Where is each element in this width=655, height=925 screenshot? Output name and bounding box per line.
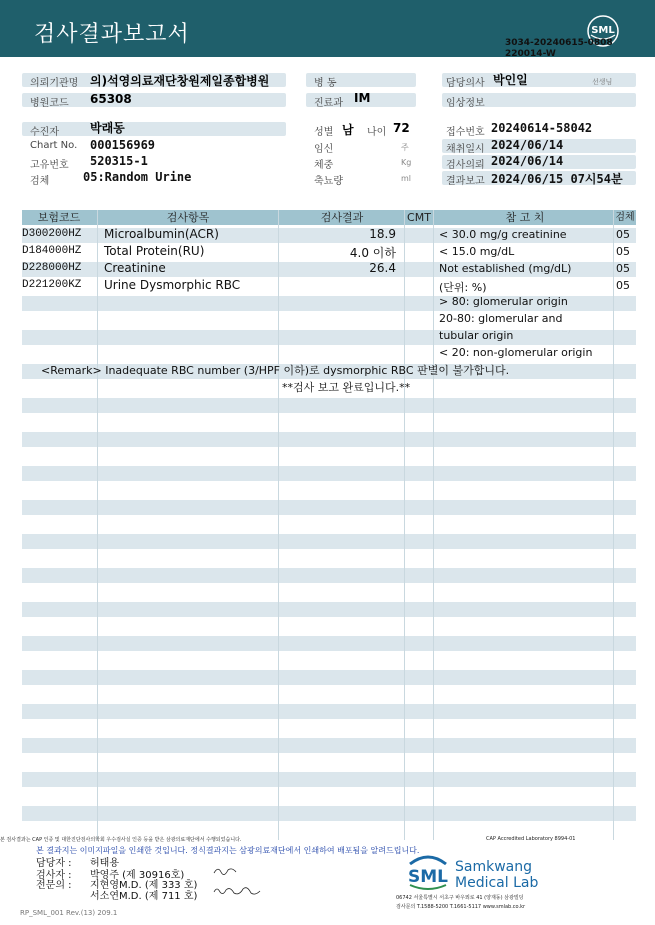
report-date-value: 2024/06/15 07시54분: [491, 172, 623, 186]
doc-no-line1: 3034-20240615-0808: [505, 38, 613, 48]
reference-note: < 20: non-glomerular origin: [439, 346, 593, 359]
report-title: 검사결과보고서: [34, 22, 190, 47]
sex-value: 남: [342, 123, 354, 137]
certification-note: 본 검사결과는 CAP 인증 및 대한진단검사의학회 우수검사실 인증 등을 받은 삼광의료재단에서 수행되었습니다.: [0, 837, 242, 843]
report-date-label: 결과보고: [446, 176, 485, 187]
lab-address: 06742 서울특별시 서초구 바우뫼로 41 (양재동) 삼광빌딩: [396, 895, 524, 901]
col-specimen: 검체: [615, 212, 635, 223]
patient-name-label: 수진자: [30, 127, 59, 138]
age-label: 나이: [367, 127, 387, 138]
row-result: 4.0 이하: [349, 246, 396, 260]
specimen-value: 05:Random Urine: [83, 170, 192, 184]
specialist-label: 전문의 :: [36, 880, 72, 891]
table-row-stripe: [22, 806, 636, 821]
table-row-stripe: [22, 500, 636, 515]
table-row-stripe: [22, 636, 636, 651]
row-specimen: 05: [616, 245, 630, 258]
row-reference: < 15.0 mg/dL: [439, 245, 515, 258]
hospital-value: 의)석영의료재단창원제일종합병원: [90, 74, 270, 88]
weight-label: 체중: [314, 160, 334, 171]
header-logo-text: SML: [591, 25, 615, 36]
row-item: Total Protein(RU): [104, 244, 205, 258]
specialist-signature-icon: [212, 884, 262, 898]
table-row-stripe: [22, 602, 636, 617]
clinical-label: 임상정보: [446, 98, 485, 109]
col-reference: 참 고 치: [505, 211, 545, 224]
chart-value: 000156969: [90, 138, 156, 152]
age-value: 72: [393, 121, 410, 135]
sml-brand-logo-icon: [404, 852, 452, 892]
reference-note: tubular origin: [439, 329, 514, 342]
row-item: Microalbumin(ACR): [104, 227, 219, 241]
remark-text: <Remark> Inadequate RBC number (3/HPF 이하)로 dysmorphic RBC 판별이 불가합니다.: [41, 364, 510, 377]
lab-contact: 검사문의 T.1588-5200 T.1661-5117 www.smlab.co.kr: [396, 904, 526, 910]
col-test-item: 검사항목: [166, 211, 210, 224]
cap-accreditation: CAP Accredited Laboratory 8994-01: [486, 836, 576, 842]
accession-label: 접수번호: [446, 127, 485, 138]
row-specimen: 05: [616, 262, 630, 275]
document-number: [505, 38, 613, 60]
chart-label: Chart No.: [30, 140, 78, 151]
row-result: 26.4: [369, 261, 396, 275]
hospcode-value: 65308: [90, 92, 132, 106]
row-item: Urine Dysmorphic RBC: [104, 278, 241, 292]
table-row-stripe: [22, 568, 636, 583]
row-code: D184000HZ: [22, 245, 82, 257]
doc-no-line2: 220014-W: [505, 49, 556, 59]
report-complete-text: **검사 보고 완료입니다.**: [282, 381, 411, 394]
ward-label: 병 동: [314, 78, 337, 89]
table-row-stripe: [22, 330, 636, 345]
row-reference: < 30.0 mg/g creatinine: [439, 228, 567, 241]
sex-label: 성별: [314, 127, 334, 138]
inspector-label: 검사자 :: [36, 870, 72, 881]
table-row-stripe: [22, 534, 636, 549]
brand-name-line1: Samkwang: [455, 859, 532, 875]
row-code: D221200KZ: [22, 279, 82, 291]
row-code: D228000HZ: [22, 262, 82, 274]
urine-volume-label: 축뇨량: [314, 176, 343, 187]
patient-name-value: 박래동: [90, 121, 125, 135]
table-row-stripe: [22, 432, 636, 447]
request-label: 검사의뢰: [446, 160, 485, 171]
specialist-value: 서소연M.D. (제 711 호): [90, 891, 198, 902]
pregnancy-unit: 주: [401, 143, 409, 152]
reporter-value: 허태용: [90, 858, 119, 869]
weight-unit: Kg: [401, 158, 412, 167]
reference-note: > 80: glomerular origin: [439, 295, 568, 308]
doctor-suffix: 선생님: [592, 78, 613, 86]
table-row-stripe: [22, 466, 636, 481]
brand-logo-text: SML: [408, 867, 448, 887]
image-copy-notice: 본 결과지는 이미지파일을 인쇄한 것입니다. 정식결과지는 삼광의료재단에서 인쇄하여 배포됨을 알려드립니다.: [36, 846, 420, 855]
accession-value: 20240614-58042: [491, 121, 593, 135]
pregnancy-label: 임신: [314, 144, 334, 155]
table-row-stripe: [22, 704, 636, 719]
table-row-stripe: [22, 738, 636, 753]
row-item: Creatinine: [104, 261, 166, 275]
row-specimen: 05: [616, 279, 630, 292]
hospcode-label: 병원코드: [30, 98, 69, 109]
collect-value: 2024/06/14: [491, 138, 564, 152]
row-code: D300200HZ: [22, 228, 82, 240]
reporter-label: 담당자 :: [36, 858, 72, 869]
urine-volume-unit: ml: [401, 174, 412, 183]
collect-label: 채취일시: [446, 144, 485, 155]
dept-label: 진료과: [314, 98, 343, 109]
col-insurance-code: 보험코드: [37, 211, 81, 224]
reference-note: 20-80: glomerular and: [439, 312, 563, 325]
doctor-value: 박인일: [493, 73, 528, 87]
specialist-value: 지현영M.D. (제 333 호): [90, 880, 198, 891]
brand-name-line2: Medical Lab: [455, 875, 539, 891]
row-result: 18.9: [369, 227, 396, 241]
row-reference: Not established (mg/dL): [439, 262, 572, 275]
table-row-stripe: [22, 772, 636, 787]
col-result: 검사결과: [320, 211, 364, 224]
doctor-label: 담당의사: [446, 78, 485, 89]
row-specimen: 05: [616, 228, 630, 241]
uid-value: 520315-1: [90, 154, 148, 168]
col-cmt: CMT: [407, 211, 431, 224]
table-row-stripe: [22, 670, 636, 685]
inspector-value: 박영주 (제 30916호): [90, 870, 185, 881]
inspector-signature-icon: [212, 864, 242, 876]
specimen-label: 검체: [30, 176, 50, 187]
form-id: RP_SML_001 Rev.(13) 209.1: [20, 909, 118, 917]
hospital-label: 의뢰기관명: [30, 78, 79, 89]
table-row-stripe: [22, 398, 636, 413]
uid-label: 고유번호: [30, 160, 69, 171]
request-value: 2024/06/14: [491, 154, 564, 168]
row-reference: (단위: %): [439, 281, 487, 294]
dept-value: IM: [354, 91, 371, 105]
